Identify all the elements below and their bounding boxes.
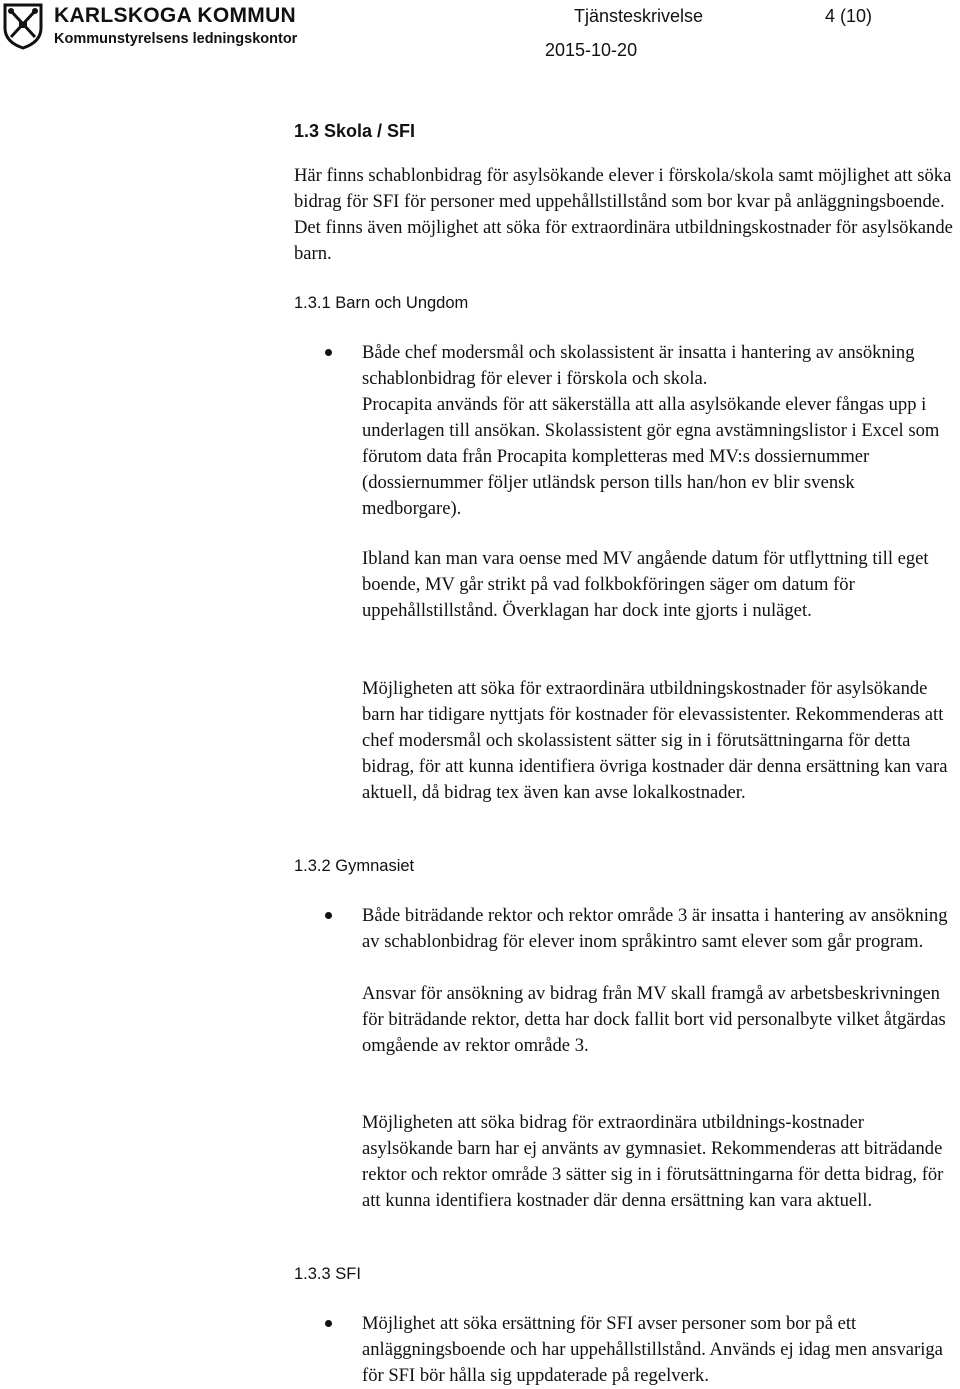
page-number: 4 (10) <box>825 6 873 26</box>
paragraph: Möjligheten att söka för extraordinära utbildningskostnader för asylsökande barn har tidigare nyttjats för kostnader för elevassistenter. Rekommenderas att chef modersmål och skolassistent sätter sig in i förutsättningarna för detta bidrag, för att kunna identifiera övriga kostnader där denna ersättning kan vara aktuell, då bidrag tex även kan avse lokalkostnader. <box>362 678 948 803</box>
section-intro: Här finns schablonbidrag för asylsökande elever i förskola/skola samt möjlighet att söka bidrag för SFI för personer med uppehållstillstånd som bor kvar på anläggningsboende. Det finns även möjlighet att söka för extraordinära utbildningskostnader för asylsökande barn. <box>294 165 953 264</box>
document-date: 2015-10-20 <box>545 40 638 60</box>
paragraph: Både chef modersmål och skolassistent är insatta i hantering av ansökning schablonbidrag för elever i förskola och skola. <box>362 342 915 389</box>
paragraph: Möjlighet att söka ersättning för SFI avser personer som bor på ett anläggningsboende och har uppehållstillstånd. Används ej idag men ansvariga för SFI bör hålla sig uppdaterade på regelverk. <box>362 1313 943 1386</box>
paragraph: Ibland kan man vara oense med MV angående datum för utflyttning till eget boende, MV går strikt på vad folkbokföringen säger om datum för uppehållstillstånd. Överklagan har dock inte gjorts i nuläget. <box>362 548 929 621</box>
bullet-icon <box>325 1320 332 1327</box>
paragraph: Ansvar för ansökning av bidrag från MV skall framgå av arbetsbeskrivningen för biträdande rektor, detta har dock fallit bort vid personalbyte vilket åtgärdas omgående av rektor område 3. <box>362 983 946 1056</box>
paragraph: Både biträdande rektor och rektor område 3 är insatta i hantering av ansökning av schablonbidrag för elever inom språkintro samt elever som går program. <box>362 905 948 952</box>
paragraph: Procapita används för att säkerställa att alla asylsökande elever fångas upp i underlagen till ansökan. Skolassistent gör egna avstämningslistor i Excel som förutom data från Procapita kompletteras med MV:s dossiernummer (dossiernummer följer utländsk person tills han/hon ev blir svensk medborgare). <box>362 394 940 519</box>
subsection-heading-barn-och-ungdom: 1.3.1 Barn och Ungdom <box>294 294 469 312</box>
section-heading: 1.3 Skola / SFI <box>294 121 416 141</box>
bullet-icon <box>325 912 332 919</box>
document-type: Tjänsteskrivelse <box>574 6 704 26</box>
paragraph: Möjligheten att söka bidrag för extraordinära utbildnings-kostnader asylsökande barn har ej använts av gymnasiet. Rekommenderas att biträdande rektor och rektor område 3 sätter sig in i förutsättningarna för detta bidrag, för att kunna identifiera kostnader där denna ersättning kan vara aktuell. <box>362 1112 944 1211</box>
subsection-heading-sfi: 1.3.3 SFI <box>294 1265 361 1283</box>
subsection-heading-gymnasiet: 1.3.2 Gymnasiet <box>294 857 415 875</box>
bullet-icon <box>325 349 332 356</box>
org-name: KARLSKOGA KOMMUN <box>54 4 297 27</box>
municipal-crest-icon <box>2 2 44 50</box>
org-department: Kommunstyrelsens ledningskontor <box>54 31 298 47</box>
